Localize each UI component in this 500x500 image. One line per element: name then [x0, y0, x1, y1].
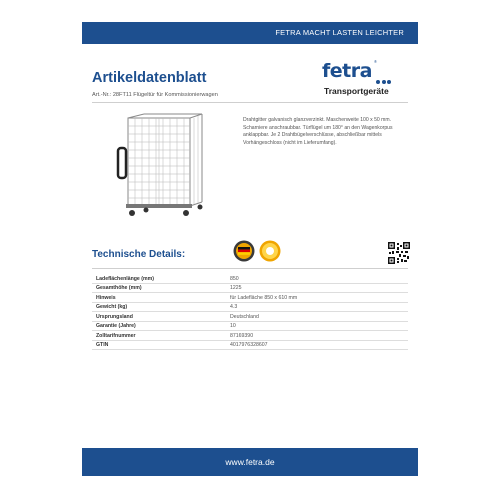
detail-value: 850 [230, 275, 239, 282]
table-row [92, 322, 408, 332]
detail-value: 1225 [230, 285, 242, 291]
document-subtitle: Art.-Nr.: 28FT11 Flügeltür für Kommissionierwagen [92, 92, 218, 98]
divider [92, 268, 408, 269]
detail-key: GTIN [96, 342, 109, 348]
detail-key: Ursprungsland [96, 313, 133, 320]
detail-value: 4.3 [230, 304, 238, 310]
logo-tagline: Transportgeräte [324, 86, 389, 96]
warranty-badge-icon [259, 240, 281, 262]
detail-key: Gesamthöhe (mm) [96, 285, 142, 291]
table-row [92, 303, 408, 313]
detail-value: 4017976328607 [230, 342, 268, 348]
document-title: Artikeldatenblatt [92, 70, 207, 86]
table-row [92, 331, 408, 341]
table-row [92, 284, 408, 294]
row-divider [92, 349, 408, 350]
table-row [92, 274, 408, 284]
divider [92, 102, 408, 103]
header-bar [82, 22, 418, 44]
detail-key: Zolltarifnummer [96, 332, 136, 339]
detail-key: Ladeflächenlänge (mm) [96, 275, 154, 282]
table-row [92, 293, 408, 303]
fetra-logo [322, 60, 402, 100]
header-slogan: FETRA MACHT LASTEN LEICHTER [275, 28, 404, 37]
qr-code-icon [388, 242, 410, 264]
made-in-germany-badge-icon [233, 240, 255, 262]
table-row [92, 341, 408, 351]
detail-key: Gewicht (kg) [96, 304, 128, 310]
footer-bar [82, 448, 418, 476]
detail-key: Garantie (Jahre) [96, 323, 136, 329]
footer-url[interactable]: www.fetra.de [225, 457, 275, 467]
table-row [92, 312, 408, 322]
detail-value: 87169390 [230, 332, 254, 339]
product-description: Drahtgitter galvanisch glanzverzinkt. Maschenweite 100 x 50 mm. Scharniere anschraubbar. Türflügel um 180° an den Wagenkorpus anklappbar. Je 2 Drahtbügelverschlüsse, abschließbar mittels Vorhängeschloss (nicht im Lieferumfang). [243, 117, 393, 146]
detail-value: 10 [230, 323, 236, 329]
logo-registered-mark: ® [374, 59, 377, 64]
detail-key: Hinweis [96, 294, 116, 301]
details-table [92, 274, 408, 350]
logo-wordmark: fetra [322, 60, 372, 82]
detail-value: Deutschland [230, 313, 259, 320]
product-image [100, 112, 220, 224]
technical-details-heading: Technische Details: [92, 249, 186, 260]
detail-value: für Ladefläche 850 x 610 mm [230, 294, 298, 301]
